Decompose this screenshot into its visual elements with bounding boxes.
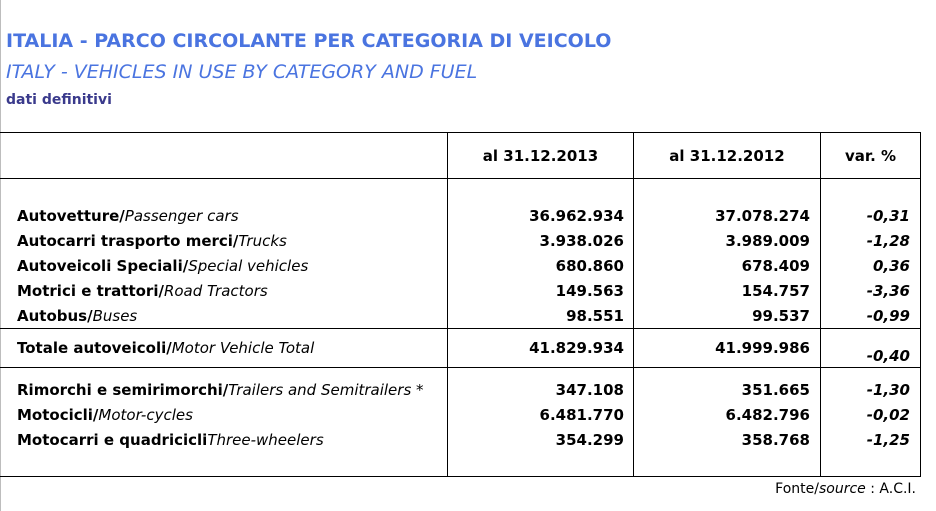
value-2012: 351.665 — [741, 381, 810, 399]
value-var: -1,28 — [866, 232, 910, 250]
label-it: Motocarri e quadricicli — [17, 431, 208, 449]
label-en: Special vehicles — [188, 257, 309, 275]
table-row-label — [17, 232, 287, 250]
title-english: ITALY - VEHICLES IN USE BY CATEGORY AND FUEL — [6, 61, 478, 83]
subtitle: dati definitivi — [6, 92, 112, 108]
title-italian: ITALIA - PARCO CIRCOLANTE PER CATEGORIA DI VEICOLO — [6, 30, 612, 52]
source-separator: : — [865, 481, 880, 497]
value-2013: 6.481.770 — [539, 406, 624, 424]
value-var: -0,02 — [866, 406, 910, 424]
value-var: -0,31 — [866, 207, 910, 225]
value-2013: 680.860 — [555, 257, 624, 275]
label-it: Autocarri trasporto merci/ — [17, 232, 239, 250]
value-2012: 678.409 — [741, 257, 810, 275]
label-en: Motor-cycles — [98, 406, 193, 424]
value-2013: 36.962.934 — [529, 207, 624, 225]
label-en: Buses — [92, 307, 138, 325]
table-row-label — [17, 307, 137, 325]
column-header-2012: al 31.12.2012 — [669, 147, 785, 165]
label-en: Motor Vehicle Total — [171, 339, 315, 357]
label-en: Three-wheelers — [207, 431, 324, 449]
header-divider — [0, 178, 920, 179]
value-var: -0,99 — [866, 307, 910, 325]
value-2013: 3.938.026 — [539, 232, 624, 250]
section-divider — [0, 328, 920, 329]
value-2012: 154.757 — [741, 282, 810, 300]
section-divider — [0, 367, 920, 368]
value-2012: 37.078.274 — [715, 207, 810, 225]
table-row-label — [17, 257, 308, 275]
value-2012: 41.999.986 — [715, 339, 810, 357]
value-var: 0,36 — [872, 257, 910, 275]
column-divider — [447, 133, 448, 476]
vehicles-table — [0, 132, 921, 477]
column-header-2013: al 31.12.2013 — [482, 147, 599, 165]
label-it: Autoveicoli Speciali/ — [17, 257, 189, 275]
label-it: Autobus/ — [17, 307, 93, 325]
value-2012: 6.482.796 — [725, 406, 810, 424]
label-en: Passenger cars — [124, 207, 239, 225]
source-label-it: Fonte/ — [775, 481, 819, 497]
value-2013: 41.829.934 — [529, 339, 624, 357]
column-header-var: var. % — [844, 147, 897, 165]
label-it: Totale autoveicoli/ — [17, 339, 172, 357]
source-value: A.C.I. — [879, 481, 916, 497]
value-2013: 149.563 — [555, 282, 624, 300]
value-var: -1,30 — [866, 381, 910, 399]
value-2012: 358.768 — [741, 431, 810, 449]
column-divider — [820, 133, 821, 476]
table-row-label — [17, 282, 268, 300]
value-2012: 99.537 — [752, 307, 810, 325]
table-row-label — [17, 406, 193, 424]
label-en: Trailers and Semitrailers * — [228, 381, 424, 399]
value-2013: 347.108 — [555, 381, 624, 399]
column-divider — [633, 133, 634, 476]
table-row-label — [17, 381, 424, 399]
value-var: -3,36 — [866, 282, 910, 300]
label-it: Rimorchi e semirimorchi/ — [17, 381, 229, 399]
label-it: Motocicli/ — [17, 406, 99, 424]
value-var: -1,25 — [866, 431, 910, 449]
label-it: Motrici e trattori/ — [17, 282, 164, 300]
label-it: Autovetture/ — [17, 207, 125, 225]
value-2012: 3.989.009 — [725, 232, 810, 250]
value-2013: 98.551 — [566, 307, 624, 325]
source-note — [775, 481, 916, 497]
table-row-total-label — [17, 339, 314, 357]
table-row-label — [17, 431, 324, 449]
value-2013: 354.299 — [555, 431, 624, 449]
label-en: Trucks — [238, 232, 287, 250]
value-var: -0,40 — [866, 347, 910, 365]
source-label-en: source — [818, 481, 866, 497]
table-row-label — [17, 207, 239, 225]
label-en: Road Tractors — [163, 282, 268, 300]
